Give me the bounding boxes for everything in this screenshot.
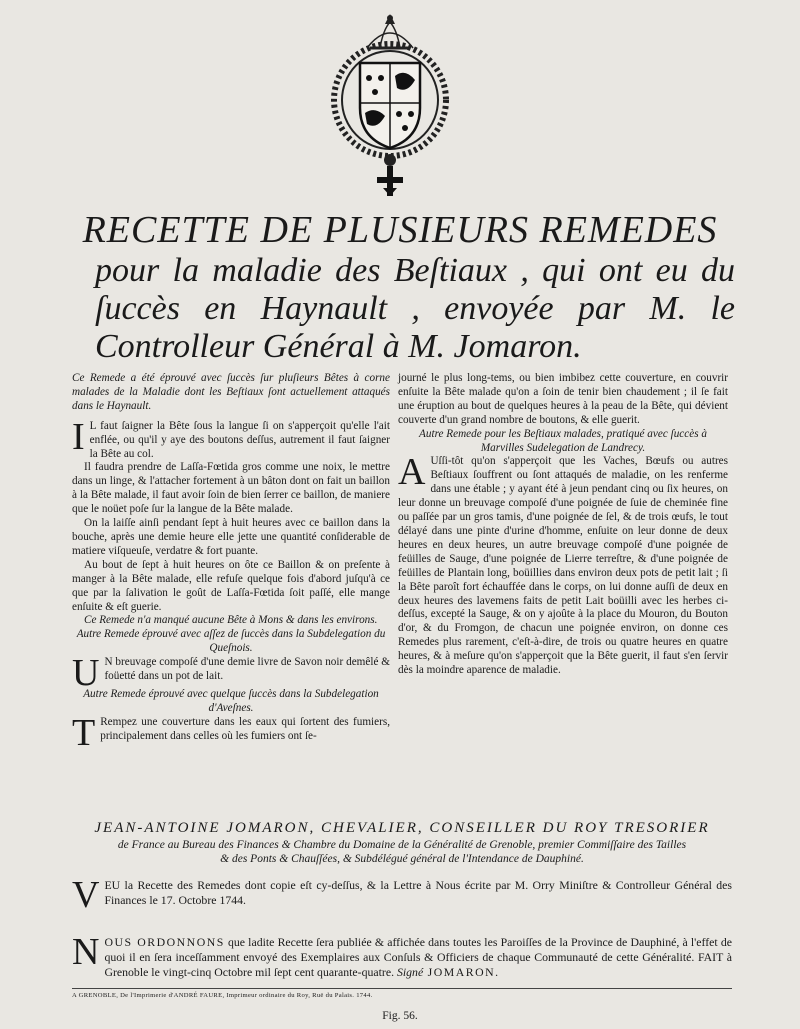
divider xyxy=(72,988,732,989)
signatory-line: & des Ponts & Chauſſées, & Subdélégué général de l'Intendance de Dauphiné. xyxy=(220,853,584,865)
paragraph-text: Uſſi-tôt qu'on s'apperçoit que les Vaches, Bœufs ou autres Beſtiaux ſouffrent ou ſont attaqués de maladie, on les renferme dans une étable ; y ayant été à jeun pendant cinq ou ſix heures, on leur donne un breuvage compoſé d'une poignée de ſuie de cheminée fine ou paſſée par un gros tamis, d'une poignée de ſel, & de trois œufs, le tout délayé dans une pinte d'urine d'homme, enſuite on leur donne de deux heures en deux heures, un autre breuvage compoſé d'une poignée de feüilles de Sauge, d'une poignée de Lierre terreſtre, & d'une poignée de feüilles de Plantain long, boüillies dans environ deux pots de petit lait ; ſi la Bête paroît fort échauffée dans le corps, on lui donne auſſi de deux en deux heures des lavemens faits de petit Lait boüilli avec les herbes ci-deſſus, excepté la Sauge, & on y ajoûte à la place du Mouron, du Bouton d'or, & du Fromgon, de chacun une poignée environ, on donne ces Remedes plus rarement, c'eſt-à-dire, de trois ou quatre heures en quatre heures, & à meſure qu'on s'apperçoit que la Bête guerit, il faut s'en ſervir dès la moindre aparence de maladie. xyxy=(398,455,728,677)
decree-paragraph xyxy=(72,931,732,980)
paragraph: Il faudra prendre de Laſſa-Fœtida gros comme une noix, le mettre dans un linge, & l'attacher fortement à un bâton dont on fait un baillon à la Bête malade, il faut avoir ſoin de bien ſerrer ce baillon, de maniere que le noüet poſe ſur la langue de la Bête malade. xyxy=(72,461,390,516)
right-column xyxy=(398,372,728,678)
drop-cap: I xyxy=(72,415,85,458)
decree-text: EU la Recette des Remedes dont copie eſt cy-deſſus, & la Lettre à Nous écrite par M. Orry Miniſtre & Controlleur Général des Finances le 17. Octobre 1744. xyxy=(104,878,732,907)
paragraph xyxy=(398,451,728,678)
decree-caps: OUS ORDONNONS xyxy=(104,935,225,949)
paragraph xyxy=(72,415,390,462)
figure-caption: Fig. 56. xyxy=(382,1010,418,1022)
signatory-titles xyxy=(72,838,732,866)
left-column xyxy=(72,372,390,754)
signatory-line: de France au Bureau des Finances & Chambre du Domaine de la Généralité de Grenoble, premier Commiſſaire des Tailles xyxy=(117,839,687,851)
paragraph-text: L faut ſaigner la Bête ſous la langue ſi on s'apperçoit qu'elle l'ait enflée, ou qu'il y aye des boutons deſſus, autrement il faut ſaigner la Bête au col. xyxy=(89,419,390,460)
imprint-line: A GRENOBLE, De l'Imprimerie d'ANDRÉ FAURE, Imprimeur ordinaire du Roy, Ruë du Palais. 1744. xyxy=(72,992,373,999)
paragraph: journé le plus long-tems, ou bien imbibez cette couverture, en couvrir enſuite la Bête malade qu'on a ſoin de tenir bien chaudement ; il ſe fait une éruption au bout de quelques heures à la peau de la Bête, qui dévient couverte d'un grand nombre de boutons, & elle guerit. xyxy=(398,372,728,426)
drop-cap: V xyxy=(72,874,100,916)
paragraph-text: Rempez une couverture dans les eaux qui ſortent des fumiers, principalement dans celles où les fumiers ont ſe- xyxy=(100,715,390,742)
drop-cap: N xyxy=(72,931,100,973)
paragraph: On la laiſſe ainſi pendant ſept à huit heures avec ce baillon dans la bouche, après une demie heure elle jette une quantité conſiderable de matiere viſqueuſe, verdatre & fort puante. xyxy=(72,517,390,557)
drop-cap: A xyxy=(398,451,426,494)
title-subtitle: pour la maladie des Beſtiaux , qui ont eu du ſuccès en Haynault , envoyée par M. le Controlleur Général à M. Jomaron. xyxy=(95,252,735,365)
decree-signe: Signé xyxy=(396,965,424,979)
paragraph-text: N breuvage compoſé d'une demie livre de Savon noir demêlé & foüetté dans un pot de lait. xyxy=(104,656,390,683)
drop-cap: T xyxy=(72,711,96,754)
title-main: RECETTE DE PLUSIEURS REMEDES xyxy=(82,209,718,251)
paragraph xyxy=(72,711,390,754)
decree-fait: FAIT à Grenoble le vingt-cinq Octobre mil ſept cent quarante-quatre. xyxy=(104,950,732,979)
remedy-heading: Autre Remede éprouvé avec aſſez de ſuccès dans la Subdelegation du Queſnois. xyxy=(76,628,386,655)
remedy-heading: Autre Remede pour les Beſtiaux malades, pratiqué avec ſuccès à Marvilles Sudelegation de Landrecy. xyxy=(419,427,707,454)
decree-text: que ladite Recette ſera publiée & affichée dans toutes les Paroiſſes de la Province de Dauphiné, à l'effet de quoi il en ſera inceſſamment envoyé des Exemplaires aux Conſuls & Officiers de chaque Communauté de cette Généralité. xyxy=(104,935,732,964)
paragraph xyxy=(72,652,390,695)
decree-signature: JOMARON. xyxy=(423,965,500,979)
paragraph: Au bout de ſept à huit heures on ôte ce Baillon & on preſente à manger à la Bête malade, elle refuſe quelque fois d'abord juſqu'à ce que par la ſalivation le goût de Laſſa-Fœtida ſoit paſſé, elle mange enſuite & eſt guerie. xyxy=(72,558,390,613)
paragraph-note: Ce Remede n'a manqué aucune Bête à Mons & dans les environs. xyxy=(84,614,378,627)
signatory-name: JEAN-ANTOINE JOMARON, CHEVALIER, CONSEILLER DU ROY TRESORIER xyxy=(94,820,710,836)
decree-paragraph xyxy=(72,874,732,916)
drop-cap: U xyxy=(72,652,100,695)
royal-coat-of-arms-icon xyxy=(325,8,455,198)
remedy-heading: Autre Remede éprouvé avec quelque ſuccès dans la Subdelegation d'Aveſnes. xyxy=(83,688,379,715)
remedy-intro: Ce Remede a été éprouvé avec ſuccès ſur pluſieurs Bêtes à corne malades de la Maladie dont les Beſtiaux ſont actuellement attaqués dans le Haynault. xyxy=(72,372,390,412)
